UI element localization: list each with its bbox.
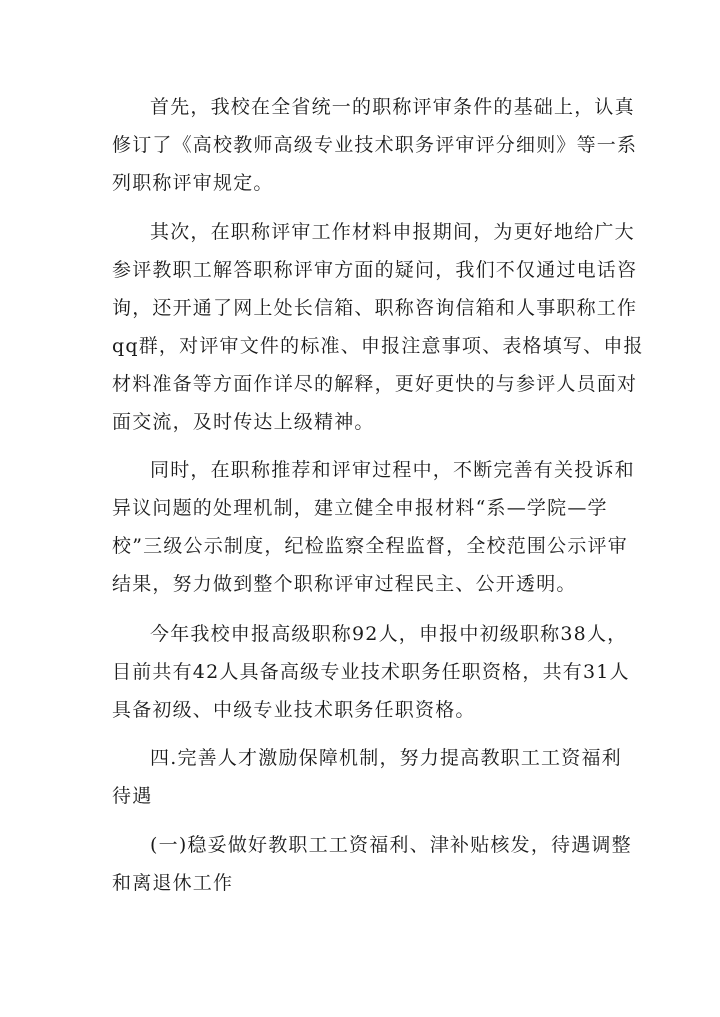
paragraph-line: 其次，在职称评审工作材料申报期间，为更好地给广大 [150,221,635,243]
paragraph-line: 四.完善人才激励保障机制，努力提高教职工工资福利 [150,747,622,769]
paragraph-line: 具备初级、中级专业技术职务任职资格。 [112,699,476,721]
paragraph-line: 询，还开通了网上处长信箱、职称咨询信箱和人事职称工作 [112,297,638,319]
paragraph-line: 待遇 [112,785,153,807]
paragraph-line: 面交流，及时传达上级精神。 [112,411,375,433]
subsection-heading-salary-benefits [112,826,632,902]
paragraph-complaint-mechanism [112,451,635,603]
paragraph-line: 异议问题的处理机制，建立健全申报材料“系—学院—学 [112,497,608,519]
paragraph-line: 首先，我校在全省统一的职称评审条件的基础上，认真 [150,96,635,118]
paragraph-line: qq群，对评审文件的标准、申报注意事项、表格填写、申报 [112,335,644,357]
paragraph-line: 校”三级公示制度，纪检监察全程监督，全校范围公示评审 [112,535,628,557]
paragraph-line: 列职称评审规定。 [112,172,274,194]
paragraph-line: 目前共有42人具备高级专业技术职务任职资格，共有31人 [112,661,630,683]
paragraph-line: 参评教职工解答职称评审方面的疑问，我们不仅通过电话咨 [112,259,638,281]
paragraph-line: (一)稳妥做好教职工工资福利、津补贴核发，待遇调整 [150,834,632,856]
paragraph-line: 修订了《高校教师高级专业技术职务评审评分细则》等一系 [112,134,638,156]
section-heading-incentive-mechanism [112,739,622,815]
paragraph-line: 和离退休工作 [112,872,234,894]
paragraph-line: 结果，努力做到整个职称评审过程民主、公开透明。 [112,573,577,595]
paragraph-application-statistics [112,615,630,729]
paragraph-consultation-channels [112,213,644,441]
paragraph-line: 同时，在职称推荐和评审过程中，不断完善有关投诉和 [150,459,635,481]
paragraph-line: 今年我校申报高级职称92人，申报中初级职称38人， [150,623,628,645]
paragraph-line: 材料准备等方面作详尽的解释，更好更快的与参评人员面对 [112,373,638,395]
paragraph-title-review-rules [112,88,638,202]
